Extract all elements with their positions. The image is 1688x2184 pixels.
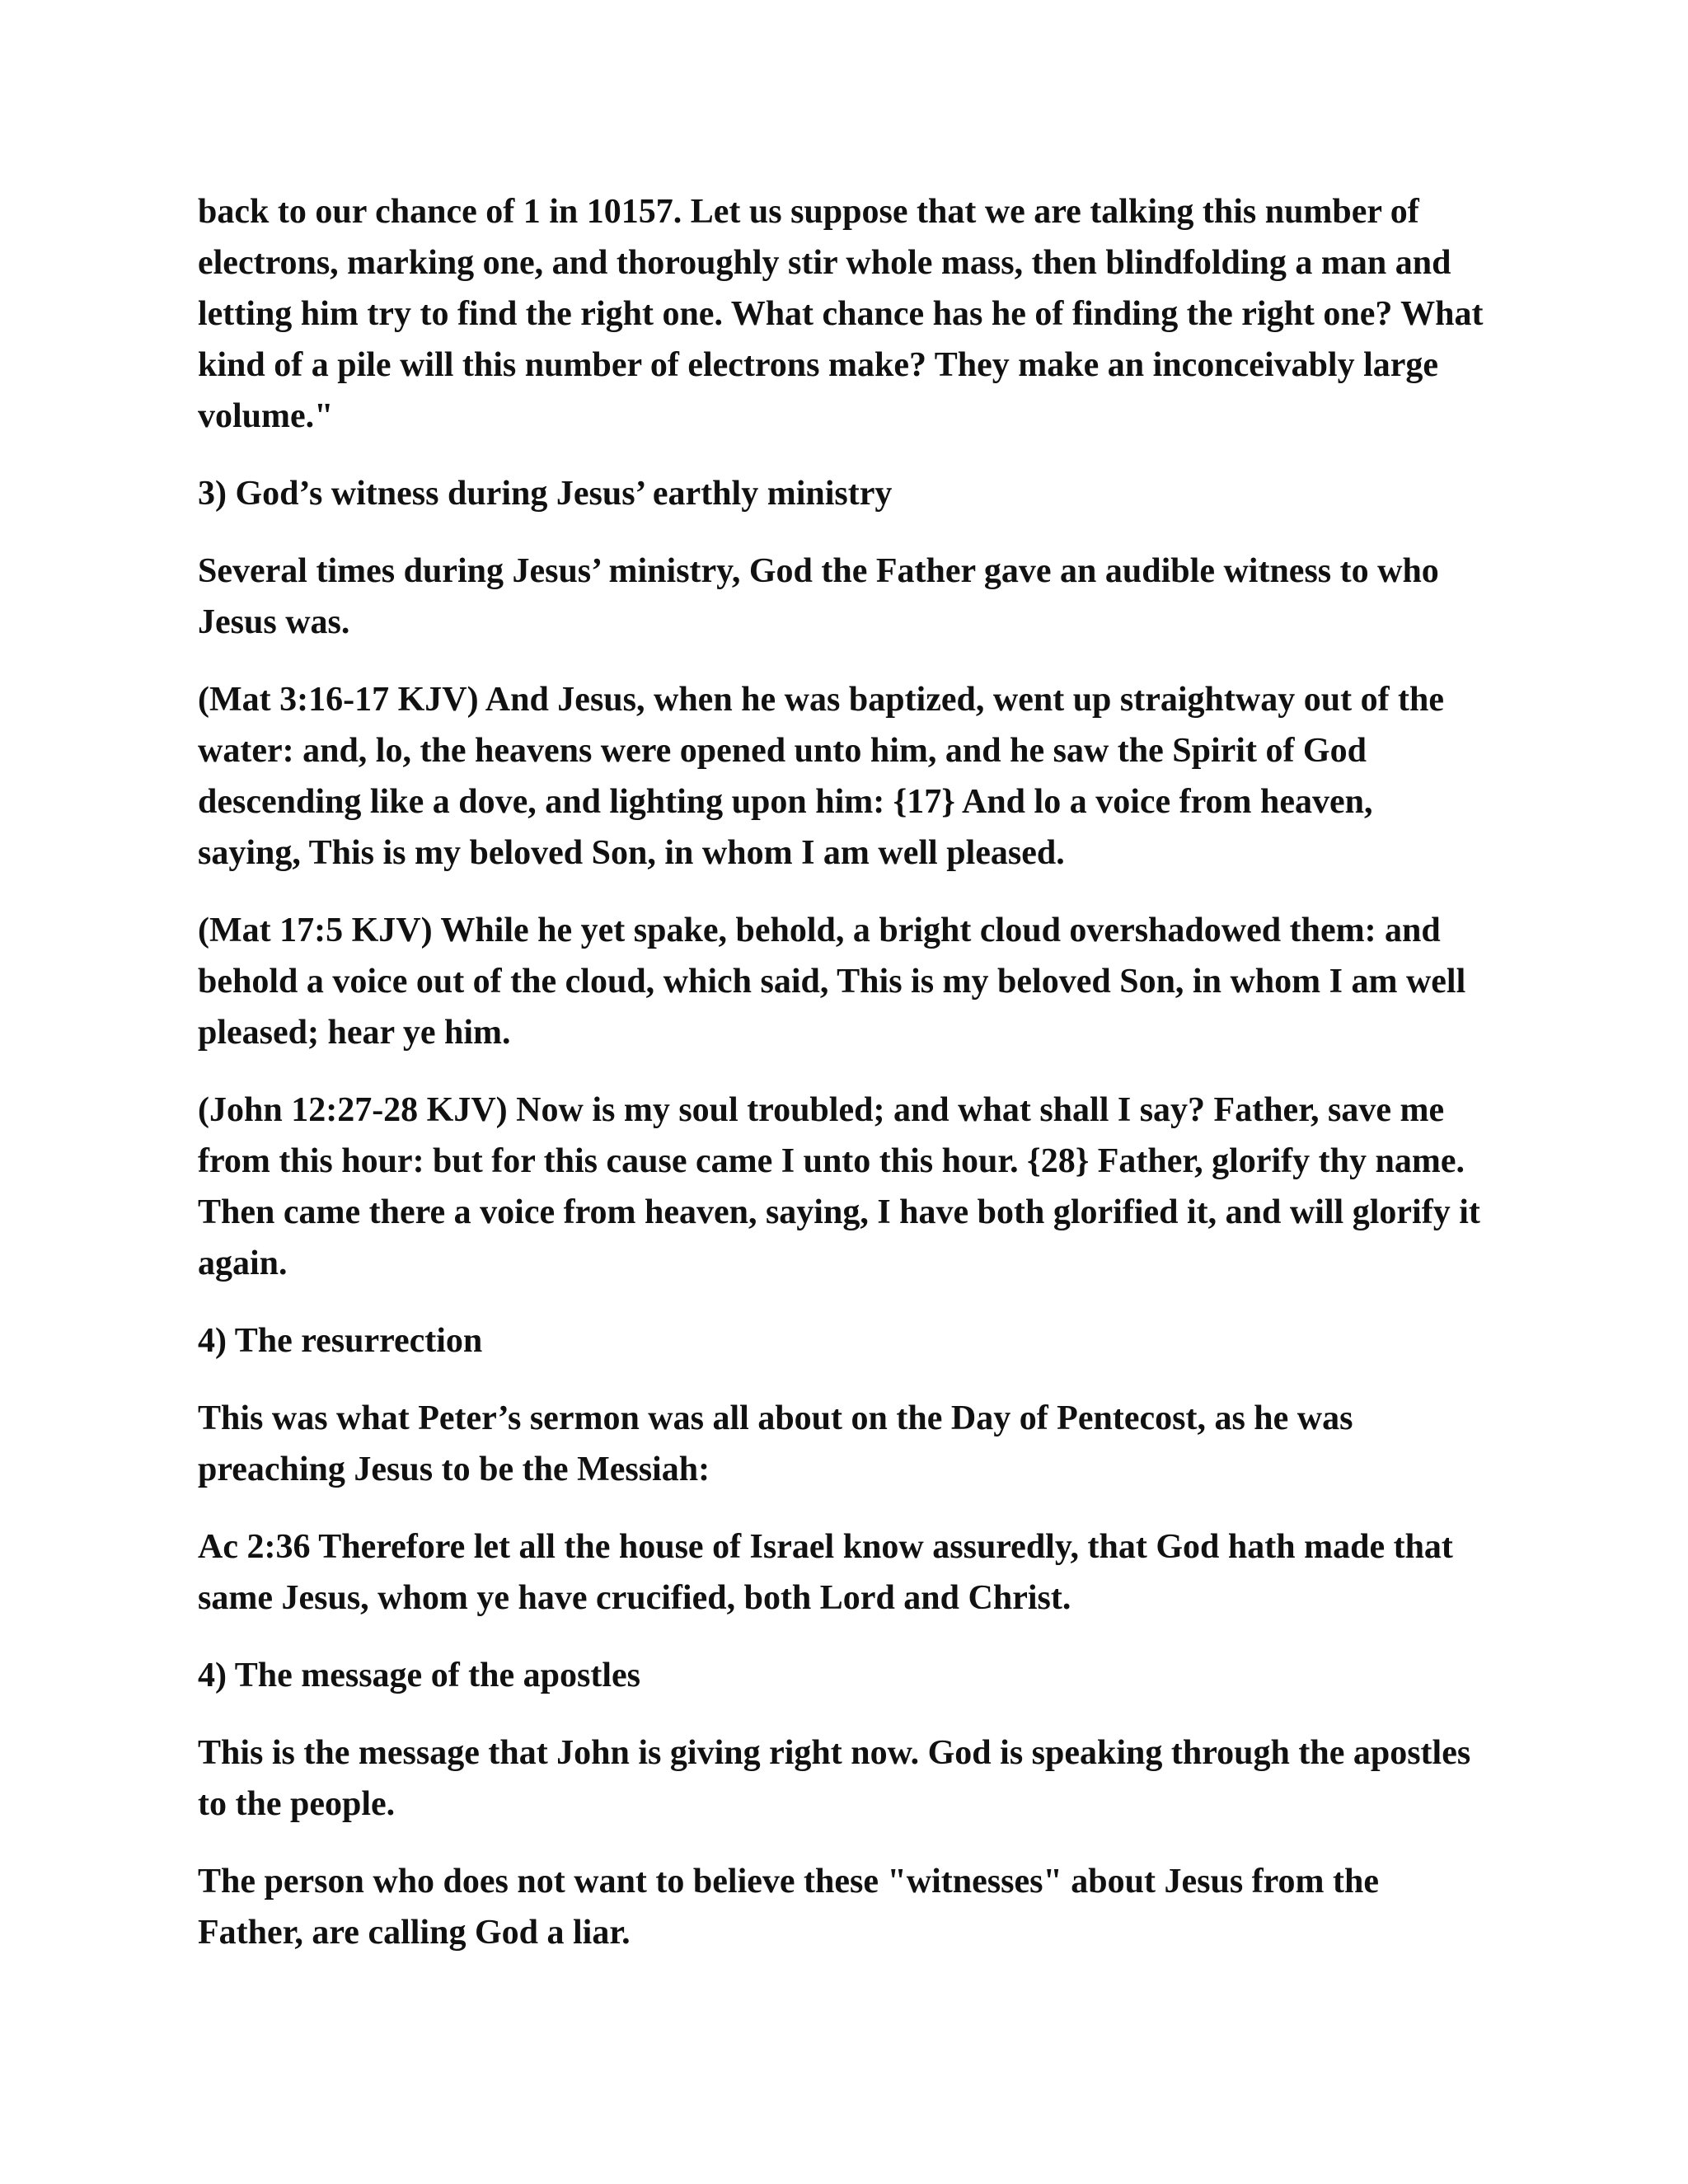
document-body — [198, 186, 1484, 1985]
paragraph-audible-witness: Several times during Jesus’ ministry, God the Father gave an audible witness to who Jesus was. — [198, 552, 1439, 641]
scripture-mat-3-16: (Mat 3:16-17 KJV) And Jesus, when he was baptized, went up straightway out of the water: and, lo, the heavens were opened unto him, and he saw the Spirit of God descending like a dove, and lighting upon him: {17} And lo a voice from heaven, saying, This is my beloved Son, in whom I am well pleased. — [198, 681, 1445, 872]
scripture-john-12-27: (John 12:27-28 KJV) Now is my soul troubled; and what shall I say? Father, save me from this hour: but for this cause came I unto this hour. {28} Father, glorify thy name. Then came there a voice from heaven, saying, I have both glorified it, and will glorify it again. — [198, 1091, 1480, 1282]
paragraph-calling-god-liar: The person who does not want to believe these "witnesses" about Jesus from the Father, are calling God a liar. — [198, 1863, 1380, 1952]
heading-message-of-apostles: 4) The message of the apostles — [198, 1657, 641, 1694]
scripture-mat-17-5: (Mat 17:5 KJV) While he yet spake, behold, a bright cloud overshadowed them: and behold a voice out of the cloud, which said, This is my beloved Son, in whom I am well pleased; hear ye him. — [198, 912, 1466, 1052]
scripture-acts-2-36: Ac 2:36 Therefore let all the house of Israel know assuredly, that God hath made that same Jesus, whom ye have crucified, both Lord and Christ. — [198, 1528, 1453, 1617]
heading-gods-witness: 3) God’s witness during Jesus’ earthly ministry — [198, 475, 893, 513]
paragraph-electrons-chance: back to our chance of 1 in 10157. Let us suppose that we are talking this number of electrons, marking one, and thoroughly stir whole mass, then blindfolding a man and letting him try to find the right one. What chance has he of finding the right one? What kind of a pile will this number of electrons make? They make an inconceivably large volume." — [198, 193, 1484, 435]
paragraph-peters-sermon: This was what Peter’s sermon was all about on the Day of Pentecost, as he was preaching Jesus to be the Messiah: — [198, 1399, 1353, 1488]
heading-resurrection: 4) The resurrection — [198, 1322, 483, 1360]
paragraph-johns-message: This is the message that John is giving right now. God is speaking through the apostles to the people. — [198, 1734, 1471, 1823]
